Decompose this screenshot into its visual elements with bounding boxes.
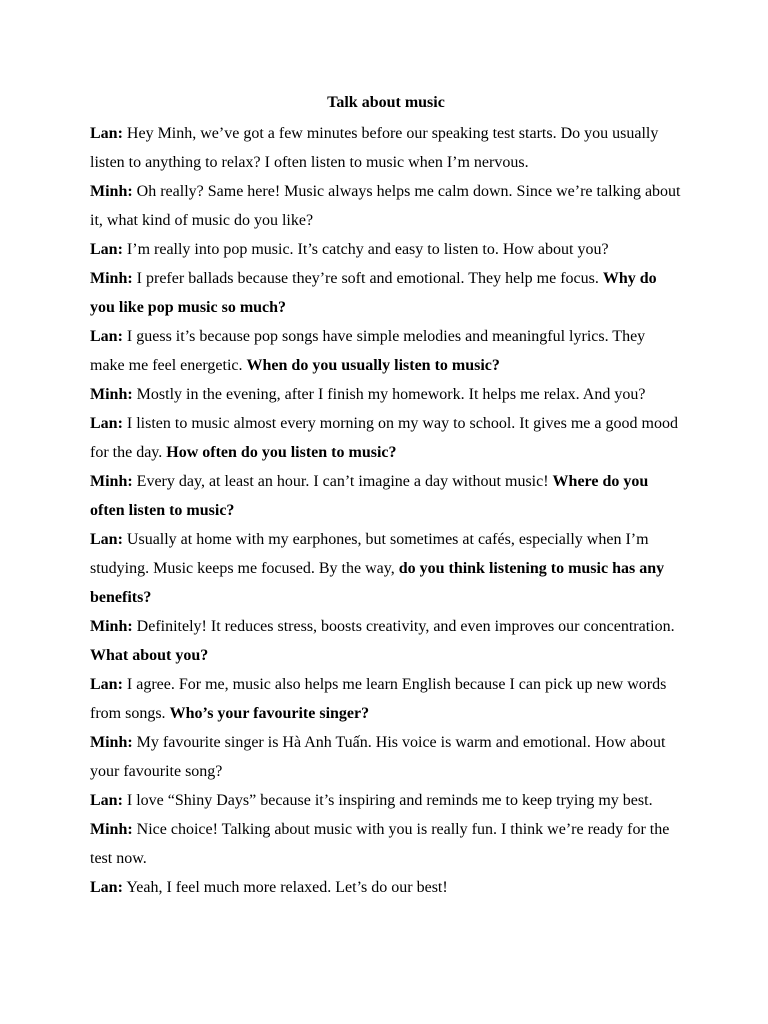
dialogue-line [90,409,682,467]
speaker-label: Lan: [90,241,123,258]
dialogue-line [90,525,682,612]
dialogue-text: I’m really into pop music. It’s catchy and easy to listen to. How about you? [126,241,609,258]
speaker-label: Minh: [90,386,133,403]
dialogue-line [90,380,682,409]
speaker-label: Minh: [90,821,133,838]
dialogue-line [90,728,682,786]
dialogue-line [90,235,682,264]
speaker-label: Lan: [90,125,123,142]
dialogue-line [90,264,682,322]
dialogue-line [90,467,682,525]
dialogue-line [90,322,682,380]
dialogue-line [90,873,682,902]
speaker-label: Lan: [90,415,123,432]
dialogue-question: When do you usually listen to music? [246,357,500,374]
dialogue-text: I prefer ballads because they’re soft and emotional. They help me focus. [136,270,599,287]
dialogue-text: Oh really? Same here! Music always helps me calm down. Since we’re talking about it, what kind of music do you like? [90,183,681,229]
dialogue-question: What about you? [90,647,209,664]
document-page [90,90,682,902]
dialogue-line [90,670,682,728]
dialogue-line [90,612,682,670]
page-title: Talk about music [327,94,445,111]
dialogue-question: Where do you often listen to music? [90,473,649,519]
dialogue-question: Who’s your favourite singer? [169,705,370,722]
dialogue-text: I agree. For me, music also helps me learn English because I can pick up new words from songs. [90,676,667,722]
dialogue-text: I guess it’s because pop songs have simple melodies and meaningful lyrics. They make me feel energetic. [90,328,646,374]
dialogue-text: Nice choice! Talking about music with you is really fun. I think we’re ready for the test now. [90,821,670,867]
dialogue-text: My favourite singer is Hà Anh Tuấn. His voice is warm and emotional. How about your favourite song? [90,734,666,780]
speaker-label: Lan: [90,531,123,548]
dialogue-text: I listen to music almost every morning on my way to school. It gives me a good mood for the day. [90,415,678,461]
dialogue-line [90,815,682,873]
dialogue-text: Every day, at least an hour. I can’t imagine a day without music! [136,473,549,490]
speaker-label: Minh: [90,183,133,200]
speaker-label: Minh: [90,473,133,490]
dialogue-text: Mostly in the evening, after I finish my homework. It helps me relax. And you? [136,386,646,403]
speaker-label: Minh: [90,270,133,287]
speaker-label: Lan: [90,328,123,345]
dialogue-line [90,119,682,177]
dialogue-question: Why do you like pop music so much? [90,270,657,316]
speaker-label: Minh: [90,734,133,751]
dialogue-line [90,177,682,235]
dialogue-text: I love “Shiny Days” because it’s inspiring and reminds me to keep trying my best. [126,792,653,809]
speaker-label: Lan: [90,676,123,693]
dialogue-question: do you think listening to music has any benefits? [90,560,665,606]
dialogue-text: Usually at home with my earphones, but sometimes at cafés, especially when I’m studying. Music keeps me focused. By the way, [90,531,649,577]
dialogue-text: Yeah, I feel much more relaxed. Let’s do our best! [126,879,448,896]
speaker-label: Lan: [90,879,123,896]
speaker-label: Lan: [90,792,123,809]
dialogue-text: Definitely! It reduces stress, boosts creativity, and even improves our concentration. [136,618,675,635]
dialogue-question: How often do you listen to music? [166,444,397,461]
dialogue-text: Hey Minh, we’ve got a few minutes before our speaking test starts. Do you usually listen to anything to relax? I often listen to music when I’m nervous. [90,125,659,171]
speaker-label: Minh: [90,618,133,635]
dialogue-line [90,786,682,815]
